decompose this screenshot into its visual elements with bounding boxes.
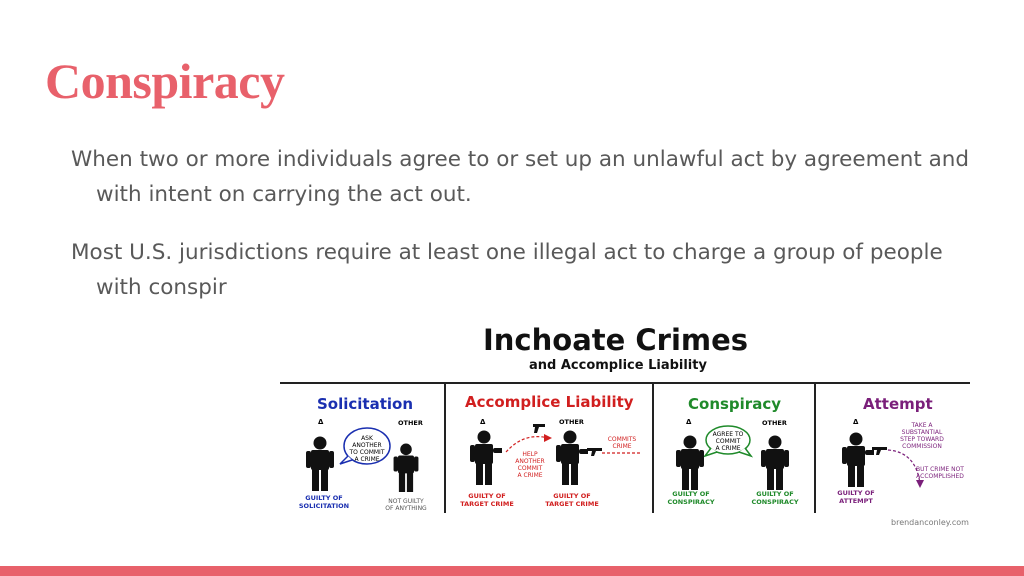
person-icon (466, 430, 502, 486)
caption: GUILTY OF CONSPIRACY (667, 490, 715, 506)
panel-title-attempt: Attempt (863, 395, 933, 413)
panel-title-accomplice-liability: Accomplice Liability (465, 393, 634, 411)
bubble-text: ASK ANOTHER TO COMMIT A CRIME (349, 435, 385, 463)
dashed-line-icon (602, 450, 642, 456)
slide-title: Conspiracy (45, 53, 285, 109)
figure-credit: brendanconley.com (891, 518, 969, 527)
bubble-text: AGREE TO COMMIT A CRIME (712, 431, 744, 452)
step-text: TAKE A SUBSTANTIAL STEP TOWARD COMMISSION (900, 422, 944, 450)
other-label: OTHER (398, 419, 423, 427)
panel-title-conspiracy: Conspiracy (688, 395, 781, 413)
footer-accent-bar (0, 566, 1024, 576)
caption: GUILTY OF ATTEMPT (837, 489, 875, 505)
figure-title: Inchoate Crimes (483, 323, 749, 357)
help-text: HELP ANOTHER COMMIT A CRIME (515, 451, 545, 479)
other-label: OTHER (762, 419, 787, 427)
person-icon (302, 436, 338, 492)
commits-text: COMMITS CRIME (607, 436, 637, 450)
delta-label: Δ (686, 418, 692, 426)
delta-label: Δ (318, 418, 324, 426)
bullet-item: Most U.S. jurisdictions require at least one illegal act to charge a group of people with conspir (71, 240, 943, 300)
person-icon (552, 430, 588, 486)
delta-label: Δ (480, 418, 486, 426)
person-icon (390, 442, 422, 494)
person-icon (672, 435, 708, 491)
bullet-list (71, 142, 991, 328)
other-label: OTHER (559, 418, 584, 426)
inchoate-crimes-figure (280, 318, 970, 530)
gun-icon (587, 447, 603, 457)
delta-label: Δ (853, 418, 859, 426)
panel-divider (814, 382, 816, 513)
person-icon (838, 432, 874, 488)
figure-subtitle: and Accomplice Liability (529, 358, 707, 373)
panel-title-solicitation: Solicitation (317, 395, 414, 413)
caption: GUILTY OF TARGET CRIME (545, 492, 599, 508)
caption: NOT GUILTY OF ANYTHING (385, 498, 427, 512)
caption: GUILTY OF TARGET CRIME (460, 492, 514, 508)
fail-text: BUT CRIME NOT ACCOMPLISHED (916, 466, 964, 480)
panel-divider (652, 382, 654, 513)
figure-divider (280, 382, 970, 384)
gun-icon (532, 422, 546, 434)
person-icon (757, 435, 793, 491)
bullet-item: When two or more individuals agree to or set up an unlawful act by agreement and with intent on carrying the act out. (71, 147, 970, 207)
panel-divider (444, 382, 446, 513)
caption: GUILTY OF CONSPIRACY (751, 490, 799, 506)
caption: GUILTY OF SOLICITATION (298, 494, 350, 510)
